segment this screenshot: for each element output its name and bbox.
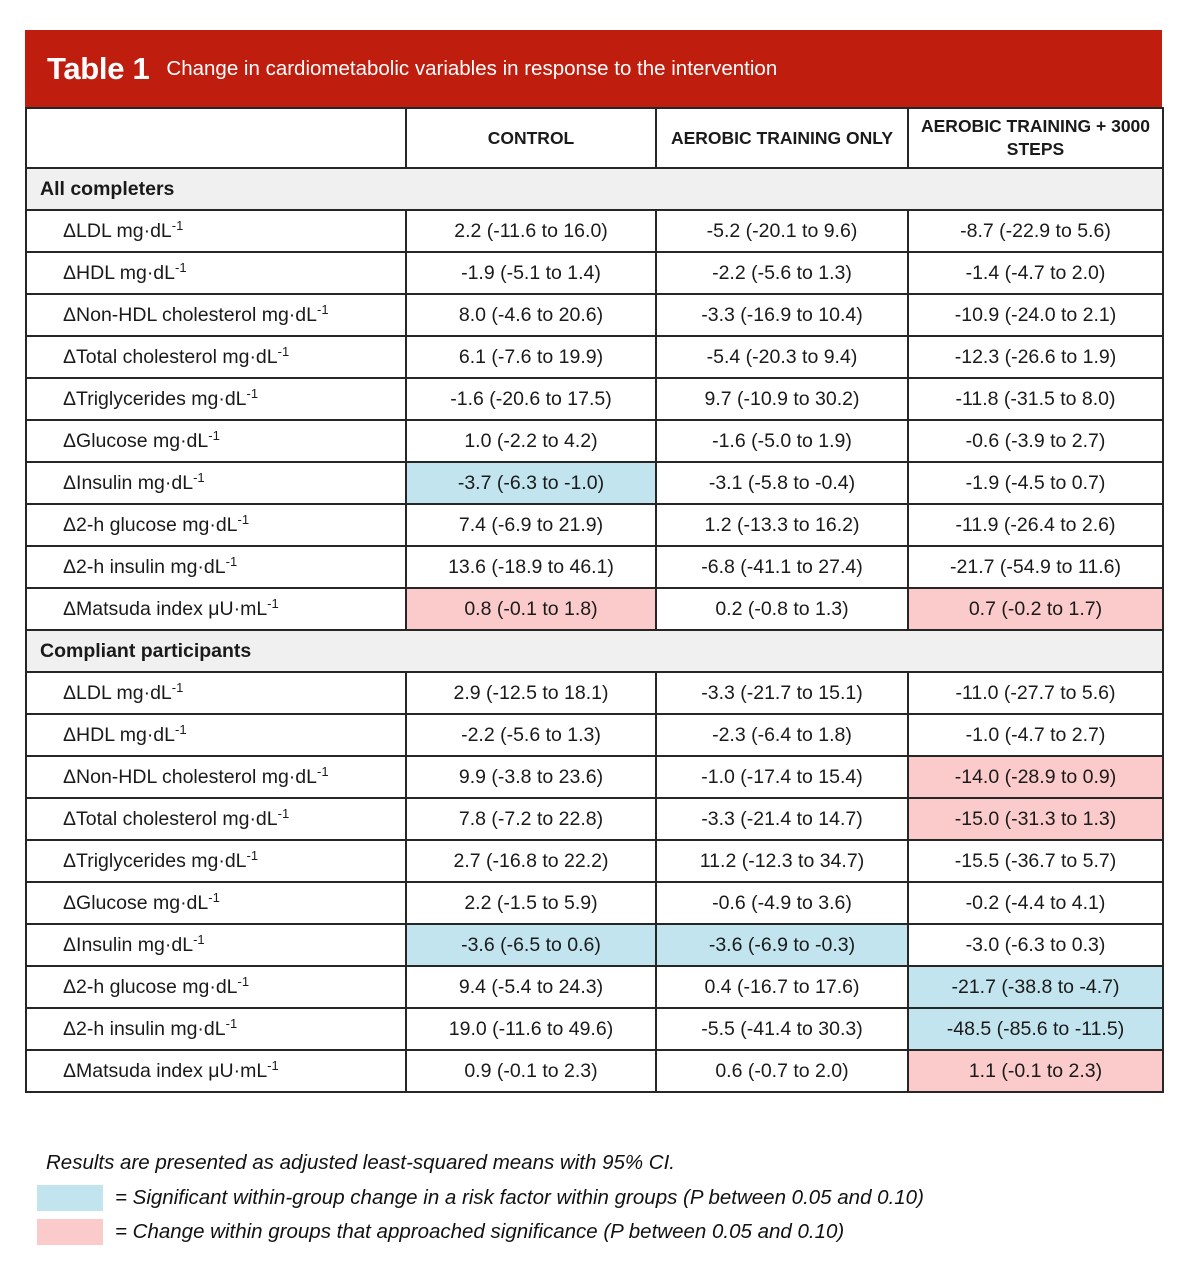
table-row <box>26 840 1163 882</box>
value-cell-highlight-blue: -21.7 (-38.8 to -4.7) <box>908 966 1163 1008</box>
row-label: ΔTriglycerides $mg\cdot dL^{-1}$ <box>26 840 406 882</box>
table-row <box>26 882 1163 924</box>
value-cell: -3.3 (-16.9 to 10.4) <box>656 294 908 336</box>
footnote <box>37 1151 924 1253</box>
table-row <box>26 798 1163 840</box>
unit-exponent: -1 <box>246 385 259 401</box>
value-cell: 2.9 (-12.5 to 18.1) <box>406 672 656 714</box>
value-cell: -0.6 (-4.9 to 3.6) <box>656 882 908 924</box>
value-cell: -5.2 (-20.1 to 9.6) <box>656 210 908 252</box>
row-label: ΔTotal cholesterol $mg\cdot dL^{-1}$ <box>26 336 406 378</box>
value-cell: 0.2 (-0.8 to 1.3) <box>656 588 908 630</box>
value-cell-highlight-blue: -3.6 (-6.9 to -0.3) <box>656 924 908 966</box>
unit-exponent: -1 <box>193 469 205 485</box>
unit-exponent: -1 <box>171 217 184 233</box>
unit-exponent: -1 <box>175 721 187 737</box>
legend-approached-text: = Change within groups that approached significance (P between 0.05 and 0.10) <box>115 1220 845 1243</box>
value-cell: -6.8 (-41.1 to 27.4) <box>656 546 908 588</box>
column-header-empty <box>26 108 406 168</box>
table-row <box>26 252 1163 294</box>
value-cell: 0.4 (-16.7 to 17.6) <box>656 966 908 1008</box>
value-cell: -1.4 (-4.7 to 2.0) <box>908 252 1163 294</box>
table-1 <box>25 30 1162 1093</box>
table-row <box>26 588 1163 630</box>
table-row <box>26 714 1163 756</box>
value-cell: 13.6 (-18.9 to 46.1) <box>406 546 656 588</box>
table-row <box>26 336 1163 378</box>
row-label: Δ2-h glucose $mg\cdot dL^{-1}$ <box>26 504 406 546</box>
value-cell: 6.1 (-7.6 to 19.9) <box>406 336 656 378</box>
row-label: ΔHDL $mg\cdot dL^{-1}$ <box>26 714 406 756</box>
unit-exponent: -1 <box>175 259 187 275</box>
value-cell-highlight-pink: 0.8 (-0.1 to 1.8) <box>406 588 656 630</box>
unit-exponent: -1 <box>193 931 205 947</box>
value-cell: -3.0 (-6.3 to 0.3) <box>908 924 1163 966</box>
table-row <box>26 420 1163 462</box>
value-cell: -2.2 (-5.6 to 1.3) <box>656 252 908 294</box>
row-label: ΔLDL $mg\cdot dL^{-1}$ <box>26 210 406 252</box>
value-cell-highlight-blue: -3.6 (-6.5 to 0.6) <box>406 924 656 966</box>
value-cell: -11.9 (-26.4 to 2.6) <box>908 504 1163 546</box>
legend-significant-text: = Significant within-group change in a risk factor within groups (P between 0.05 and 0.10) <box>115 1186 924 1209</box>
row-label: ΔMatsuda index $\mu U\cdot mL^{-1}$ <box>26 1050 406 1092</box>
value-cell: -0.6 (-3.9 to 2.7) <box>908 420 1163 462</box>
value-cell: -10.9 (-24.0 to 2.1) <box>908 294 1163 336</box>
value-cell: -1.6 (-5.0 to 1.9) <box>656 420 908 462</box>
value-cell: -1.9 (-5.1 to 1.4) <box>406 252 656 294</box>
unit-exponent: -1 <box>267 595 279 611</box>
row-label: ΔInsulin $mg\cdot dL^{-1}$ <box>26 924 406 966</box>
table-row <box>26 966 1163 1008</box>
table-row <box>26 210 1163 252</box>
table-row <box>26 924 1163 966</box>
data-table <box>25 107 1164 1093</box>
row-label: ΔGlucose $mg\cdot dL^{-1}$ <box>26 882 406 924</box>
row-label: ΔInsulin $mg\cdot dL^{-1}$ <box>26 462 406 504</box>
footnote-results: Results are presented as adjusted least-squared means with 95% CI. <box>46 1151 676 1174</box>
value-cell: -21.7 (-54.9 to 11.6) <box>908 546 1163 588</box>
legend-row-approached <box>37 1219 924 1245</box>
unit-exponent: -1 <box>225 1015 238 1031</box>
row-label: ΔTriglycerides $mg\cdot dL^{-1}$ <box>26 378 406 420</box>
column-header-aerobic-training-3000-steps: AEROBIC TRAINING + 3000 STEPS <box>908 108 1163 168</box>
unit-exponent: -1 <box>246 847 259 863</box>
value-cell-highlight-pink: 1.1 (-0.1 to 2.3) <box>908 1050 1163 1092</box>
row-label: ΔLDL $mg\cdot dL^{-1}$ <box>26 672 406 714</box>
value-cell: -3.1 (-5.8 to -0.4) <box>656 462 908 504</box>
row-label: ΔGlucose $mg\cdot dL^{-1}$ <box>26 420 406 462</box>
column-header-control: CONTROL <box>406 108 656 168</box>
value-cell: -11.0 (-27.7 to 5.6) <box>908 672 1163 714</box>
row-label: Δ2-h insulin $mg\cdot dL^{-1}$ <box>26 546 406 588</box>
legend-row-significant <box>37 1185 924 1211</box>
value-cell: 19.0 (-11.6 to 49.6) <box>406 1008 656 1050</box>
value-cell-highlight-pink: -14.0 (-28.9 to 0.9) <box>908 756 1163 798</box>
table-row <box>26 294 1163 336</box>
value-cell: 7.8 (-7.2 to 22.8) <box>406 798 656 840</box>
pink-swatch-icon <box>37 1219 103 1245</box>
table-row <box>26 378 1163 420</box>
row-label: ΔMatsuda index $\mu U\cdot mL^{-1}$ <box>26 588 406 630</box>
unit-exponent: -1 <box>317 301 329 317</box>
table-row <box>26 756 1163 798</box>
table-row <box>26 462 1163 504</box>
value-cell: -1.9 (-4.5 to 0.7) <box>908 462 1163 504</box>
value-cell: -3.3 (-21.4 to 14.7) <box>656 798 908 840</box>
row-label: ΔHDL $mg\cdot dL^{-1}$ <box>26 252 406 294</box>
column-header-row <box>26 108 1163 168</box>
value-cell-highlight-pink: 0.7 (-0.2 to 1.7) <box>908 588 1163 630</box>
value-cell: 9.7 (-10.9 to 30.2) <box>656 378 908 420</box>
table-number: Table 1 <box>47 50 150 86</box>
unit-exponent: -1 <box>267 1057 279 1073</box>
row-label: ΔTotal cholesterol $mg\cdot dL^{-1}$ <box>26 798 406 840</box>
value-cell: 2.2 (-1.5 to 5.9) <box>406 882 656 924</box>
value-cell: 0.6 (-0.7 to 2.0) <box>656 1050 908 1092</box>
unit-exponent: -1 <box>237 511 250 527</box>
value-cell: 7.4 (-6.9 to 21.9) <box>406 504 656 546</box>
table-title-bar <box>25 30 1162 107</box>
value-cell: 9.4 (-5.4 to 24.3) <box>406 966 656 1008</box>
value-cell: -2.2 (-5.6 to 1.3) <box>406 714 656 756</box>
value-cell: -8.7 (-22.9 to 5.6) <box>908 210 1163 252</box>
section-row-compliant-participants <box>26 630 1163 672</box>
section-row-all-completers <box>26 168 1163 210</box>
value-cell-highlight-blue: -48.5 (-85.6 to -11.5) <box>908 1008 1163 1050</box>
value-cell: 1.2 (-13.3 to 16.2) <box>656 504 908 546</box>
table-row <box>26 672 1163 714</box>
section-header-compliant-participants: Compliant participants <box>26 630 1163 672</box>
value-cell: 8.0 (-4.6 to 20.6) <box>406 294 656 336</box>
value-cell: 9.9 (-3.8 to 23.6) <box>406 756 656 798</box>
row-label: Δ2-h glucose $mg\cdot dL^{-1}$ <box>26 966 406 1008</box>
value-cell: 11.2 (-12.3 to 34.7) <box>656 840 908 882</box>
unit-exponent: -1 <box>171 679 184 695</box>
row-label: ΔNon-HDL cholesterol $mg\cdot dL^{-1}$ <box>26 756 406 798</box>
unit-exponent: -1 <box>277 343 290 359</box>
value-cell: -1.0 (-17.4 to 15.4) <box>656 756 908 798</box>
unit-exponent: -1 <box>317 763 329 779</box>
value-cell: -5.4 (-20.3 to 9.4) <box>656 336 908 378</box>
value-cell: -11.8 (-31.5 to 8.0) <box>908 378 1163 420</box>
value-cell: -15.5 (-36.7 to 5.7) <box>908 840 1163 882</box>
unit-exponent: -1 <box>277 805 290 821</box>
table-row <box>26 546 1163 588</box>
value-cell: -1.0 (-4.7 to 2.7) <box>908 714 1163 756</box>
unit-exponent: -1 <box>237 973 250 989</box>
unit-exponent: -1 <box>225 553 238 569</box>
value-cell: -0.2 (-4.4 to 4.1) <box>908 882 1163 924</box>
row-label: ΔNon-HDL cholesterol $mg\cdot dL^{-1}$ <box>26 294 406 336</box>
blue-swatch-icon <box>37 1185 103 1211</box>
value-cell: 1.0 (-2.2 to 4.2) <box>406 420 656 462</box>
table-row <box>26 504 1163 546</box>
section-header-all-completers: All completers <box>26 168 1163 210</box>
table-row <box>26 1050 1163 1092</box>
table-caption: Change in cardiometabolic variables in response to the intervention <box>166 56 778 80</box>
value-cell: 2.2 (-11.6 to 16.0) <box>406 210 656 252</box>
value-cell: -1.6 (-20.6 to 17.5) <box>406 378 656 420</box>
unit-exponent: -1 <box>208 889 220 905</box>
value-cell: 0.9 (-0.1 to 2.3) <box>406 1050 656 1092</box>
table-row <box>26 1008 1163 1050</box>
unit-exponent: -1 <box>208 427 220 443</box>
value-cell: -12.3 (-26.6 to 1.9) <box>908 336 1163 378</box>
value-cell: -3.3 (-21.7 to 15.1) <box>656 672 908 714</box>
row-label: Δ2-h insulin $mg\cdot dL^{-1}$ <box>26 1008 406 1050</box>
value-cell: -2.3 (-6.4 to 1.8) <box>656 714 908 756</box>
value-cell-highlight-blue: -3.7 (-6.3 to -1.0) <box>406 462 656 504</box>
value-cell-highlight-pink: -15.0 (-31.3 to 1.3) <box>908 798 1163 840</box>
value-cell: 2.7 (-16.8 to 22.2) <box>406 840 656 882</box>
column-header-aerobic-training-only: AEROBIC TRAINING ONLY <box>656 108 908 168</box>
value-cell: -5.5 (-41.4 to 30.3) <box>656 1008 908 1050</box>
